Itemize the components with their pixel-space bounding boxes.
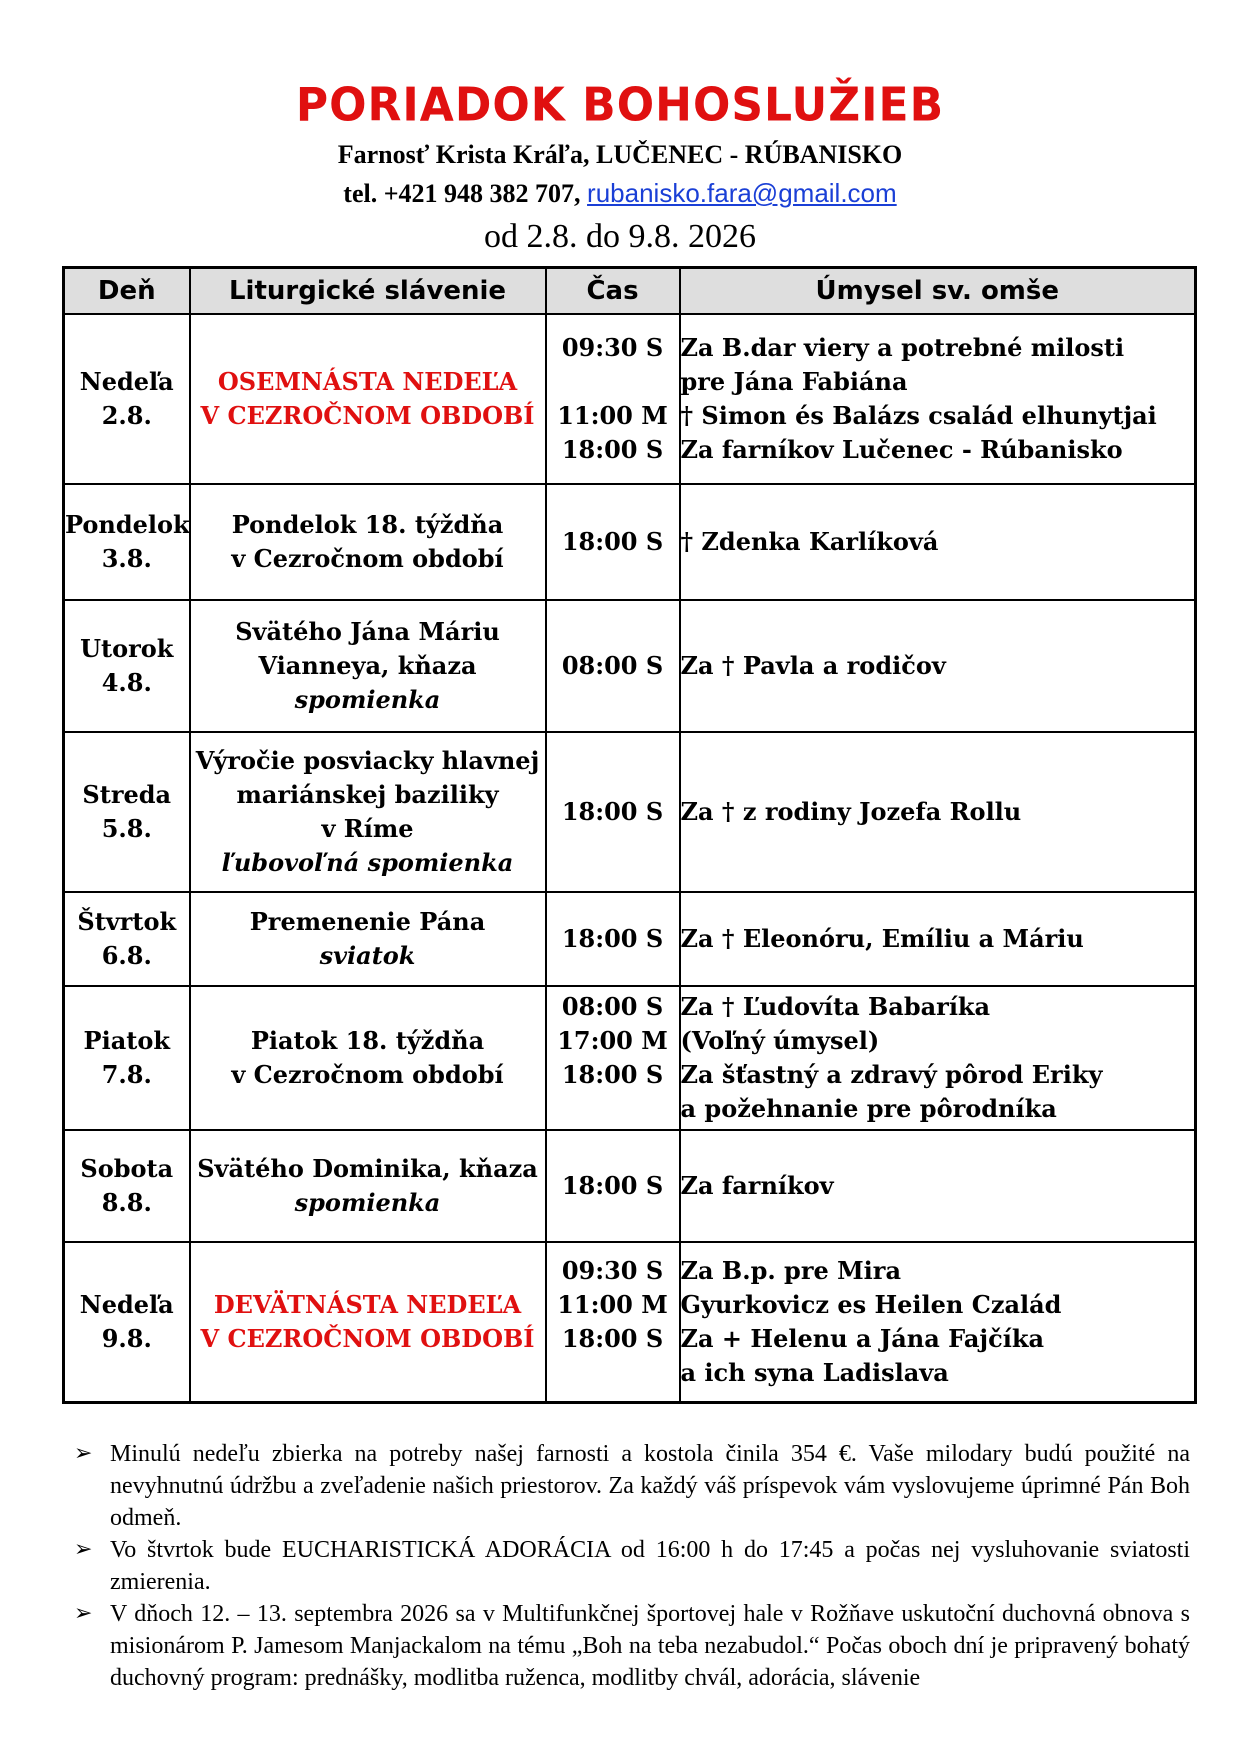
time-cell <box>546 732 680 892</box>
time-cell <box>546 314 680 484</box>
intention-line: (Voľný úmysel) <box>680 1026 880 1055</box>
day-name: Nedeľa <box>79 1289 174 1319</box>
announcement-item <box>74 1534 1190 1598</box>
intention-line: Za + Helenu a Jána Fajčíka <box>680 1323 1045 1353</box>
mass-time: 18:00 S <box>561 435 664 464</box>
intention-line: Za B.p. pre Mira <box>680 1255 901 1285</box>
intention-line: pre Jána Fabiána <box>680 367 908 396</box>
liturgy-line: V CEZROČNOM OBDOBÍ <box>200 1323 535 1353</box>
mass-time: 18:00 S <box>561 527 664 556</box>
intention-line: † Zdenka Karlíková <box>680 527 939 556</box>
liturgy-line: Piatok 18. týždňa <box>250 1026 485 1055</box>
intention-cell <box>680 1242 1196 1402</box>
header-liturgy: Liturgické slávenie <box>190 268 546 315</box>
intention-line: Gyurkovicz es Heilen Czalád <box>680 1289 1062 1319</box>
intention-cell <box>680 314 1196 484</box>
liturgy-line: Vianneya, kňaza <box>258 651 477 680</box>
day-date: 5.8. <box>101 814 152 843</box>
day-cell <box>64 314 190 484</box>
spacer <box>547 365 679 399</box>
page-title: PORIADOK BOHOSLUŽIEB <box>295 78 945 133</box>
parish-name: Farnosť Krista Kráľa, LUČENEC - RÚBANISKO <box>337 140 903 169</box>
liturgy-line: Svätého Dominika, kňaza <box>197 1154 538 1183</box>
intention-cell <box>680 892 1196 986</box>
day-name: Piatok <box>83 1026 170 1055</box>
liturgy-line: sviatok <box>319 941 416 970</box>
liturgy-cell <box>190 314 546 484</box>
table-header-row <box>64 268 1196 315</box>
day-name: Utorok <box>80 634 174 663</box>
intention-line: Za † z rodiny Jozefa Rollu <box>680 797 1022 826</box>
intention-cell <box>680 484 1196 600</box>
intention-cell <box>680 986 1196 1130</box>
intention-cell <box>680 732 1196 892</box>
day-date: 2.8. <box>101 401 152 430</box>
intention-cell <box>680 1130 1196 1242</box>
day-date: 7.8. <box>101 1060 152 1089</box>
intention-line: Za † Pavla a rodičov <box>680 651 946 680</box>
time-cell <box>546 484 680 600</box>
intention-line: Za šťastný a zdravý pôrod Eriky <box>680 1060 1103 1089</box>
mass-time: 18:00 S <box>561 1060 664 1089</box>
liturgy-line: Svätého Jána Máriu <box>235 617 500 646</box>
mass-time: 18:00 S <box>561 924 664 953</box>
liturgy-line: spomienka <box>294 1188 441 1217</box>
announcement-text: V dňoch 12. – 13. septembra 2026 sa v Multifunkčnej športovej hale v Rožňave uskutoční duchovná obnova s misionárom P. Jamesom Manjackalom na tému „Boh na teba nezabudol.“ Počas oboch dní je pripravený bohatý duchovný program: prednášky, modlitba ruženca, modlitby chvál, adorácia, slávenie <box>110 1601 1190 1691</box>
mass-time: 08:00 S <box>561 992 664 1021</box>
arrow-bullet-icon: ➢ <box>74 1537 93 1562</box>
liturgy-line: v Cezročnom období <box>231 1060 504 1089</box>
table-row <box>64 1242 1196 1402</box>
day-cell <box>64 732 190 892</box>
schedule-table <box>62 266 1197 1404</box>
liturgy-line: v Ríme <box>321 814 414 843</box>
liturgy-line: Pondelok 18. týždňa <box>231 510 504 539</box>
liturgy-cell <box>190 600 546 732</box>
spacer <box>547 1092 679 1126</box>
mass-time: 18:00 S <box>561 1171 664 1200</box>
liturgy-cell <box>190 986 546 1130</box>
table-row <box>64 600 1196 732</box>
mass-time: 11:00 M <box>557 401 668 430</box>
mass-time: 11:00 M <box>557 1289 668 1319</box>
arrow-bullet-icon: ➢ <box>74 1601 93 1626</box>
intention-line: Za † Ľudovíta Babaríka <box>680 992 991 1021</box>
liturgy-line: v Cezročnom období <box>231 544 504 573</box>
header-time: Čas <box>546 268 680 315</box>
day-name: Sobota <box>80 1154 174 1183</box>
announcement-text: Minulú nedeľu zbierka na potreby našej farnosti a kostola činila 354 €. Vaše milodary budú použité na nevyhnutnú údržbu a zveľadenie našich priestorov. Za každý váš príspevok vám vyslovujeme úprimné Pán Boh odmeň. <box>110 1441 1190 1531</box>
liturgy-line: DEVÄTNÁSTA NEDEĽA <box>213 1289 522 1319</box>
liturgy-cell <box>190 892 546 986</box>
table-row <box>64 1130 1196 1242</box>
day-date: 9.8. <box>101 1323 152 1353</box>
header-day: Deň <box>64 268 190 315</box>
announcement-item <box>74 1598 1190 1694</box>
time-cell <box>546 892 680 986</box>
day-date: 8.8. <box>101 1188 152 1217</box>
day-cell <box>64 892 190 986</box>
liturgy-line: mariánskej baziliky <box>236 780 499 809</box>
email-link[interactable]: rubanisko.fara@gmail.com <box>587 178 897 208</box>
day-date: 6.8. <box>101 941 152 970</box>
table-row <box>64 314 1196 484</box>
day-name: Nedeľa <box>79 367 174 396</box>
arrow-bullet-icon: ➢ <box>74 1441 93 1466</box>
announcements <box>74 1438 1190 1694</box>
table-row <box>64 892 1196 986</box>
liturgy-line: Premenenie Pána <box>249 907 486 936</box>
day-cell <box>64 986 190 1130</box>
header-intention: Úmysel sv. omše <box>680 268 1196 315</box>
liturgy-cell <box>190 732 546 892</box>
table-row <box>64 986 1196 1130</box>
day-name: Streda <box>82 780 172 809</box>
liturgy-line: spomienka <box>294 685 441 714</box>
table-row <box>64 484 1196 600</box>
intention-line: Za farníkov <box>680 1171 834 1200</box>
date-range: od 2.8. do 9.8. 2026 <box>484 218 756 255</box>
announcement-text: Vo štvrtok bude EUCHARISTICKÁ ADORÁCIA od 16:00 h do 17:45 a počas nej vysluhovanie sviatosti zmierenia. <box>110 1537 1190 1595</box>
spacer <box>547 1356 679 1390</box>
mass-time: 08:00 S <box>561 651 664 680</box>
intention-line: a ich syna Ladislava <box>680 1357 949 1387</box>
mass-time: 18:00 S <box>561 1323 664 1353</box>
day-cell <box>64 1242 190 1402</box>
contact-line <box>0 178 1240 209</box>
day-cell <box>64 484 190 600</box>
intention-line: Za B.dar viery a potrebné milosti <box>680 333 1125 362</box>
liturgy-cell <box>190 1130 546 1242</box>
liturgy-line: OSEMNÁSTA NEDEĽA <box>217 367 518 396</box>
time-cell <box>546 986 680 1130</box>
liturgy-line: Výročie posviacky hlavnej <box>195 746 540 775</box>
time-cell <box>546 1242 680 1402</box>
liturgy-cell <box>190 484 546 600</box>
intention-line: Za † Eleonóru, Emíliu a Máriu <box>680 924 1084 953</box>
mass-time: 17:00 M <box>557 1026 668 1055</box>
time-cell <box>546 1130 680 1242</box>
day-date: 3.8. <box>101 544 152 573</box>
phone-number: tel. +421 948 382 707, <box>343 179 581 208</box>
intention-line: Za farníkov Lučenec - Rúbanisko <box>680 435 1123 464</box>
mass-time: 09:30 S <box>561 333 664 362</box>
table-row <box>64 732 1196 892</box>
intention-line: † Simon és Balázs család elhunytjai <box>680 401 1157 430</box>
day-name: Štvrtok <box>77 907 177 936</box>
intention-cell <box>680 600 1196 732</box>
time-cell <box>546 600 680 732</box>
liturgy-line: V CEZROČNOM OBDOBÍ <box>200 401 535 430</box>
liturgy-line: ľubovoľná spomienka <box>221 848 514 877</box>
announcement-item <box>74 1438 1190 1534</box>
liturgy-cell <box>190 1242 546 1402</box>
day-cell <box>64 1130 190 1242</box>
mass-time: 09:30 S <box>561 1255 664 1285</box>
day-name: Pondelok <box>65 510 190 539</box>
intention-line: a požehnanie pre pôrodníka <box>680 1094 1057 1123</box>
day-date: 4.8. <box>101 668 152 697</box>
day-cell <box>64 600 190 732</box>
mass-time: 18:00 S <box>561 797 664 826</box>
